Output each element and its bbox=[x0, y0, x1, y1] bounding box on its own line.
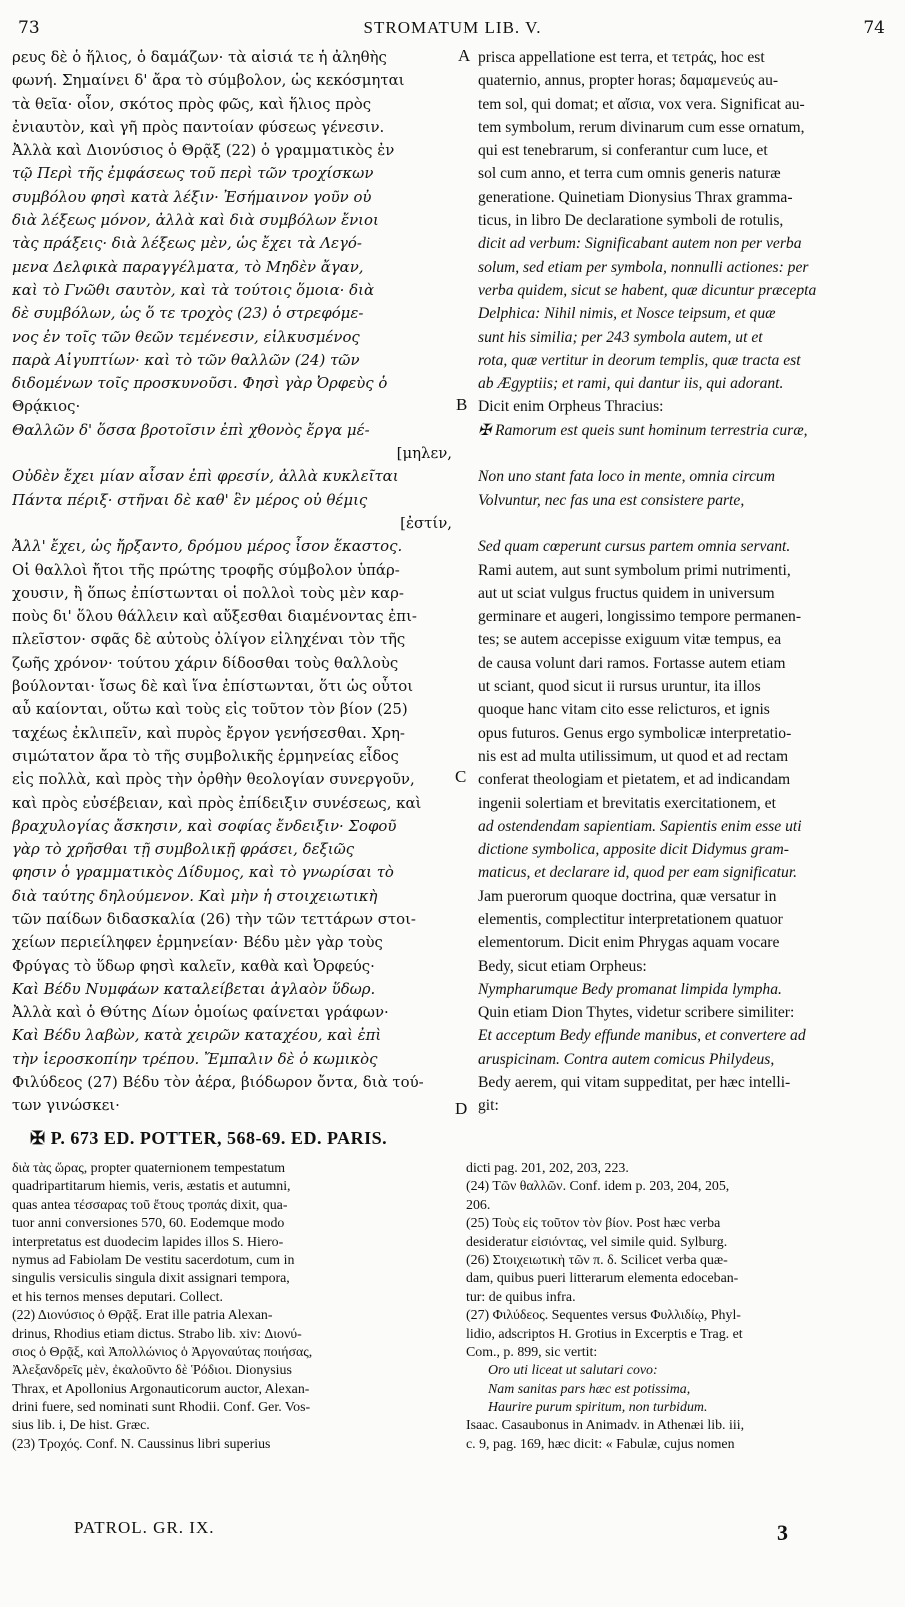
text-line: maticus, et declarare id, quod per eam significatur. bbox=[478, 864, 798, 882]
text-line: tuor anni conversiones 570, 60. Eodemque modo bbox=[12, 1216, 285, 1232]
text-line: Quin etiam Dion Thytes, videtur scribere similiter: bbox=[478, 1004, 795, 1022]
text-line: ταχέως ἐκλιπεῖν, καὶ πυρὸς ἔργον γενήσεσθαι. Χρη- bbox=[12, 723, 405, 742]
text-line: git: bbox=[478, 1097, 499, 1115]
text-line: tem sol, qui domat; et αἴσια, vox vera. Significat au- bbox=[478, 95, 805, 113]
text-line: ab Ægyptiis; et rami, qui dantur iis, qui adorant. bbox=[478, 375, 784, 393]
text-line: Nympharumque Bedy promanat limpida lympha. bbox=[478, 980, 782, 998]
text-line: διὰ τὰς ὥρας, propter quaternionem tempestatum bbox=[12, 1161, 286, 1176]
margin-marker-a: A bbox=[458, 46, 471, 65]
footer-signature: PATROL. GR. IX. bbox=[74, 1518, 215, 1537]
text-line: drinus, Rhodius etiam dictus. Strabo lib. xiv: Διονύ- bbox=[12, 1326, 302, 1342]
text-line: δὲ συμβόλων, ὡς ὅ τε τροχὸς (23) ὁ στρεφόμε- bbox=[12, 304, 364, 323]
text-line: dictione symbolica, apposite dicit Didymus gram- bbox=[478, 841, 789, 859]
text-line: Delphica: Nihil nimis, et Nosce teipsum, et quæ bbox=[478, 305, 776, 323]
text-line: tur: de quibus infra. bbox=[466, 1289, 576, 1305]
text-line: quadripartitarum hiemis, veris, æstatis et autumni, bbox=[12, 1179, 291, 1195]
text-line: nis est ad multa utilissimum, ut quod et ad rectam bbox=[478, 747, 789, 765]
text-line: Isaac. Casaubonus in Animadv. in Athenæi lib. iii, bbox=[466, 1418, 745, 1434]
text-line: Haurire purum spiritum, non turbidum. bbox=[488, 1400, 708, 1416]
text-line: τὴν ἱεροσκοπίην τρέπου. Ἔμπαλιν δὲ ὁ κωμικὸς bbox=[12, 1049, 378, 1068]
text-line: sol cum anno, et terra cum omnis generis naturæ bbox=[478, 165, 781, 183]
page-number-left: 73 bbox=[18, 18, 40, 38]
margin-marker-c: C bbox=[455, 767, 467, 786]
text-line: ut sciant, quod sicut ii rursus uruntur, ita illos bbox=[478, 678, 761, 696]
text-line: qui est tenebrarum, si conferantur cum luce, et bbox=[478, 142, 768, 160]
text-line: τῷ Περὶ τῆς ἐμφάσεως τοῦ περὶ τῶν τροχίσκων bbox=[12, 164, 374, 183]
footnotes-left bbox=[12, 1160, 442, 1454]
text-line: (23) Τροχός. Conf. N. Caussinus libri superius bbox=[12, 1436, 271, 1452]
text-line: dam, quibus pueri litterarum elementa edoceban- bbox=[466, 1271, 739, 1287]
text-line: εἰς πολλὰ, καὶ πρὸς τὴν ὀρθὴν θεολογίαν συνεργοῦν, bbox=[12, 770, 415, 789]
text-line: ποὺς δι' ὅλου θάλλειν καὶ αὔξεσθαι διαμένοντας ἐπι- bbox=[12, 607, 417, 626]
signature-number: 3 bbox=[777, 1520, 788, 1545]
potter-reference: ✠ P. 673 ED. POTTER, 568-69. ED. PARIS. bbox=[30, 1128, 388, 1148]
text-line: Πάντα πέριξ· στῆναι δὲ καθ' ἓν μέρος οὐ θέμις bbox=[12, 490, 368, 509]
text-line: nymus ad Fabiolam De vestitu sacerdotum, cum in bbox=[12, 1252, 295, 1268]
text-line: quas antea τέσσαρας τοῦ ἔτους τροπάς dixit, qua- bbox=[12, 1197, 288, 1213]
text-line: Nam sanitas pars hæc est potissima, bbox=[488, 1381, 691, 1397]
page-number-right: 74 bbox=[863, 18, 885, 38]
text-line: solum, sed etiam per symbola, nonnulli actiones: per bbox=[478, 258, 809, 276]
text-line: Oro uti liceat ut salutari covo: bbox=[488, 1363, 658, 1379]
text-line: διὰ λέξεως μόνον, ἀλλὰ καὶ διὰ συμβόλων ἔνιοι bbox=[12, 211, 379, 230]
text-line: (24) Τῶν θαλλῶν. Conf. idem p. 203, 204, 205, bbox=[466, 1179, 730, 1195]
text-line: παρὰ Αἰγυπτίων· καὶ τὸ τῶν θαλλῶν (24) τῶν bbox=[12, 350, 360, 369]
text-line: Sed quam cœperunt cursus partem omnia servant. bbox=[478, 538, 791, 556]
text-line: aut ut sciat vulgus fructus quidem in universum bbox=[478, 584, 775, 602]
footnotes-right bbox=[466, 1160, 886, 1454]
text-line: tes; se autem accepisse exiguum vitæ tempus, ea bbox=[478, 631, 782, 649]
text-line: interpretatus est duodecim lapides illos S. Hiero- bbox=[12, 1234, 284, 1250]
text-line: quoque hanc vitam cito esse relicturos, et ignis bbox=[478, 701, 770, 719]
text-line bbox=[478, 442, 896, 465]
text-line: Καὶ Βέδυ Νυμφάων καταλείβεται ἀγλαὸν ὕδωρ. bbox=[12, 979, 376, 998]
text-line: germinare et augeri, longissimo tempore permanen- bbox=[478, 608, 802, 626]
text-line: elementorum. Dicit enim Phrygas aquam vocare bbox=[478, 934, 780, 952]
text-line: sius lib. i, De hist. Græc. bbox=[12, 1418, 150, 1434]
text-line bbox=[478, 512, 896, 535]
latin-column bbox=[478, 46, 896, 1118]
text-line: φωνή. Σημαίνει δ' ἄρα τὸ σύμβολον, ὡς κεκόσμηται bbox=[12, 71, 405, 90]
text-line: Dicit enim Orpheus Thracius: bbox=[478, 398, 664, 416]
text-line: Οὐδὲν ἔχει μίαν αἶσαν ἐπὶ φρεσίν, ἀλλὰ κυκλεῖται bbox=[12, 467, 399, 486]
text-line: τῶν παίδων διδασκαλία (26) τὴν τῶν τεττάρων στοι- bbox=[12, 909, 416, 928]
text-line: νος ἐν τοῖς τῶν θεῶν τεμένεσιν, εἱλκυσμένος bbox=[12, 327, 360, 346]
text-line: Thrax, et Apollonius Argonauticorum auctor, Alexan- bbox=[12, 1381, 310, 1397]
text-line: generatione. Quinetiam Dionysius Thrax gramma- bbox=[478, 188, 793, 206]
text-line: Φιλύδεος (27) Βέδυ τὸν ἀέρα, βιόδωρον ὄντα, διὰ τού- bbox=[12, 1073, 424, 1092]
text-line: φησιν ὁ γραμματικὸς Δίδυμος, καὶ τὸ γνωρίσαι τὸ bbox=[12, 863, 394, 882]
text-line: ticus, in libro De declaratione symboli de rotulis, bbox=[478, 212, 784, 230]
text-line: dicti pag. 201, 202, 203, 223. bbox=[466, 1161, 629, 1176]
text-line: elementis, complectitur interpretationem quatuor bbox=[478, 910, 783, 928]
text-line: sunt his similia; per 243 symbola autem, ut et bbox=[478, 328, 763, 346]
text-line: rota, quæ vertitur in deorum templis, quæ tracta est bbox=[478, 351, 801, 369]
text-line: ad ostendendam sapientiam. Sapientis enim esse uti bbox=[478, 817, 802, 835]
text-line: (26) Στοιχειωτικὴ τῶν π. δ. Scilicet verba quæ- bbox=[466, 1252, 728, 1268]
text-line: opus futuros. Genus ergo symbolicæ interpretatio- bbox=[478, 724, 792, 742]
text-line: τὰ θεῖα· οἷον, σκότος πρὸς φῶς, καὶ ἥλιος πρὸς bbox=[12, 94, 372, 113]
text-line: βούλονται· ἴσως δὲ καὶ ἵνα ἐπίστωνται, ὅτι ὡς οὗτοι bbox=[12, 677, 414, 696]
greek-column bbox=[12, 46, 452, 1118]
margin-marker-b: B bbox=[456, 395, 468, 414]
text-line: drini fuere, sed nominati sunt Rhodii. Conf. Ger. Vos- bbox=[12, 1400, 311, 1416]
margin-marker-d: D bbox=[455, 1099, 468, 1118]
text-line: (22) Διονύσιος ὁ Θρᾷξ. Erat ille patria Alexan- bbox=[12, 1308, 273, 1324]
text-line: γὰρ τὸ χρῆσθαι τῇ συμβολικῇ φράσει, δεξιῶς bbox=[12, 840, 355, 859]
text-line: βραχυλογίας ἄσκησιν, καὶ σοφίας ἔνδειξιν· Σοφοῦ bbox=[12, 816, 397, 835]
text-line: συμβόλου φησὶ κατὰ λέξιν· Ἐσήμαινον γοῦν οὐ bbox=[12, 187, 372, 206]
text-line: Bedy, sicut etiam Orpheus: bbox=[478, 957, 647, 975]
text-line: χουσιν, ἢ ὅπως ἐπίστωνται οἱ πολλοὶ τοὺς μὲν καρ- bbox=[12, 583, 404, 602]
text-line: διδομένων τοῖς προσκυνοῦσι. Φησὶ γὰρ Ὀρφεὺς ὁ bbox=[12, 374, 388, 393]
text-line: ρευς δὲ ὁ ἥλιος, ὁ δαμάζων· τὰ αἰσιά τε ἡ ἀληθὴς bbox=[12, 48, 387, 66]
text-line: Φρύγας τὸ ὕδωρ φησὶ καλεῖν, καθὰ καὶ Ὀρφεύς· bbox=[12, 956, 375, 975]
text-line: [μηλεν, bbox=[396, 444, 452, 463]
text-line: Et acceptum Bedy effunde manibus, et convertere ad bbox=[478, 1027, 806, 1045]
text-line: χείων περιείληφεν ἑρμηνείαν· Βέδυ μὲν γὰρ τοὺς bbox=[12, 933, 383, 952]
text-line: ἐνιαυτὸν, καὶ γῆ πρὸς παντοίαν φύσεως γένεσιν. bbox=[12, 117, 385, 136]
text-line: aruspicinam. Contra autem comicus Philydeus, bbox=[478, 1050, 775, 1068]
text-line: Ἀλλὰ καὶ Διονύσιος ὁ Θρᾷξ (22) ὁ γραμματικὸς ἐν bbox=[12, 141, 395, 160]
text-line: Ἀλλ' ἔχει, ὡς ἤρξαντο, δρόμου μέρος ἶσον ἕκαστος. bbox=[12, 537, 403, 556]
text-line: σιμώτατον ἄρα τὸ τῆς συμβολικῆς ἑρμηνείας εἶδος bbox=[12, 746, 399, 765]
text-line: σιος ὁ Θρᾷξ, καὶ Ἀπολλώνιος ὁ Ἀργοναύτας ποιήσας, bbox=[12, 1344, 313, 1360]
text-line: [ἐστίν, bbox=[400, 513, 452, 532]
text-line: μενα Δελφικὰ παραγγέλματα, τὸ Μηδὲν ἄγαν, bbox=[12, 257, 364, 276]
text-line: Non uno stant fata loco in mente, omnia circum bbox=[478, 468, 775, 486]
text-line: των γινώσκει· bbox=[12, 1096, 120, 1115]
text-line: desideratur εἰσιόντας, vel simile quid. Sylburg. bbox=[466, 1234, 728, 1250]
text-line: αὖ καίονται, οὕτω καὶ τοὺς εἰς τοῦτον τὸν βίον (25) bbox=[12, 700, 408, 719]
text-line: dicit ad verbum: Significabant autem non per verba bbox=[478, 235, 802, 253]
text-line: Jam puerorum quoque doctrina, quæ versatur in bbox=[478, 887, 777, 905]
text-line: Καὶ Βέδυ λαβὼν, κατὰ χειρῶν καταχέου, καὶ ἐπὶ bbox=[12, 1026, 382, 1045]
text-line: Θρᾴκιος· bbox=[12, 397, 81, 416]
text-line: tem symbolum, rerum divinarum cum esse ornatum, bbox=[478, 118, 805, 136]
text-line: quaternio, annus, propter horas; δαμαμενεύς au- bbox=[478, 72, 779, 90]
text-line: Rami autem, aut sunt symbolum primi nutrimenti, bbox=[478, 561, 791, 579]
text-line: verba quidem, sicut se habent, quæ dicuntur præcepta bbox=[478, 281, 817, 299]
text-line: Ἀλεξανδρεῖς μὲν, ἐκαλοῦντο δὲ Ῥόδιοι. Dionysius bbox=[12, 1363, 292, 1379]
text-line: 206. bbox=[466, 1197, 491, 1213]
text-line: Οἱ θαλλοὶ ἤτοι τῆς πρώτης τροφῆς σύμβολον ὑπάρ- bbox=[12, 560, 400, 579]
text-line: Com., p. 899, sic vertit: bbox=[466, 1344, 598, 1360]
text-line: ζωῆς χρόνον· τούτου χάριν δίδοσθαι τοὺς θαλλοὺς bbox=[12, 653, 399, 672]
text-line: de causa volunt dari ramos. Fortasse autem etiam bbox=[478, 654, 786, 672]
text-line: Bedy aerem, qui vitam suppeditat, per hæc intelli- bbox=[478, 1074, 791, 1092]
text-line: τὰς πράξεις· διὰ λέξεως μὲν, ὡς ἔχει τὰ Λεγό- bbox=[12, 234, 362, 253]
text-line: prisca appellatione est terra, et τετράς, hoc est bbox=[478, 49, 765, 66]
text-line: ✠ Ramorum est queis sunt hominum terrestria curæ, bbox=[478, 421, 808, 439]
text-line: καὶ τὸ Γνῶθι σαυτὸν, καὶ τὰ τούτοις ὅμοια· διὰ bbox=[12, 280, 374, 299]
text-line: Ἀλλὰ καὶ ὁ Θύτης Δίων ὁμοίως φαίνεται γράφων· bbox=[12, 1003, 389, 1022]
text-line: διὰ ταύτης δηλούμενον. Καὶ μὴν ἡ στοιχειωτικὴ bbox=[12, 886, 378, 905]
text-line: πλεῖστον· σφᾶς δὲ αὐτοὺς ὀλίγον εἰληχέναι τὸν τῆς bbox=[12, 630, 406, 649]
text-line: singulis versiculis singula dixit assignari tempora, bbox=[12, 1271, 290, 1287]
text-line: conferat theologiam et pietatem, et ad indicandam bbox=[478, 771, 791, 789]
text-line: et his ternos menses deputari. Collect. bbox=[12, 1289, 224, 1305]
running-title: STROMATUM LIB. V. bbox=[363, 18, 542, 37]
text-line: καὶ πρὸς εὐσέβειαν, καὶ πρὸς ἐπίδειξιν συνέσεως, καὶ bbox=[12, 793, 422, 812]
text-line: c. 9, pag. 169, hæc dicit: « Fabulæ, cujus nomen bbox=[466, 1436, 735, 1452]
text-line: Volvuntur, nec fas una est consistere parte, bbox=[478, 491, 745, 509]
text-line: ingenii solertiam et brevitatis exercitationem, et bbox=[478, 794, 776, 812]
text-line: (27) Φιλύδεος. Sequentes versus Φυλλιδίῳ, Phyl- bbox=[466, 1308, 741, 1324]
text-line: lidio, adscriptos H. Grotius in Excerptis e Trag. et bbox=[466, 1326, 743, 1342]
text-line: Θαλλῶν δ' ὅσσα βροτοῖσιν ἐπὶ χθονὸς ἔργα μέ- bbox=[12, 420, 370, 439]
text-line: (25) Τοὺς εἰς τοῦτον τὸν βίον. Post hæc verba bbox=[466, 1216, 721, 1232]
